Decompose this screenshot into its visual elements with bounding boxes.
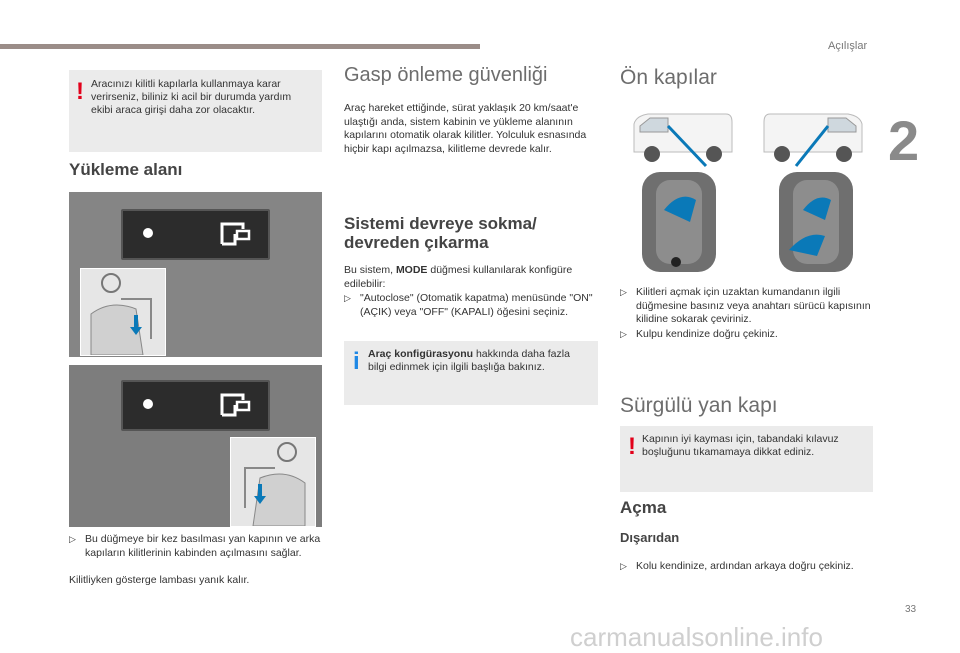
van-illustration-left (628, 108, 738, 170)
triangle-bullet-icon: ▷ (620, 329, 627, 339)
list-item (620, 560, 876, 574)
bullet-text: Kilitleri açmak için uzaktan kumandanın ilgili düğmesine basınız veya anahtarı sürücü kapısının kilidine sokarak çeviriniz. (636, 286, 871, 325)
header-bar (0, 44, 480, 49)
mode-text-bold: MODE (395, 264, 428, 276)
indicator-lamp-icon (143, 228, 153, 238)
warning-box (69, 70, 322, 152)
triangle-bullet-icon: ▷ (620, 287, 627, 297)
cab-inset-1 (80, 268, 166, 356)
loading-area-photo-2 (69, 365, 322, 527)
note-text: Kilitliyken gösterge lambası yanık kalır. (69, 574, 250, 586)
info-text-bold: Araç konfigürasyonu (368, 348, 474, 360)
lock-button-panel (121, 209, 270, 260)
bullet-text: "Autoclose" (Otomatik kapatma) menüsünde "ON" (AÇIK) veya "OFF" (KAPALI) öğesini seçiniz. (360, 292, 593, 318)
warning-text: Aracınızı kilitli kapılarla kullanmaya karar verirseniz, biliniz ki acil bir durumda yardım ekibi araca girişi daha zor olacaktır. (91, 78, 292, 116)
subsection-title-line2: devreden çıkarma (344, 233, 489, 252)
door-unlock-icon (219, 220, 253, 248)
section-title-front-doors: Ön kapılar (620, 66, 717, 89)
exclamation-icon: ! (628, 433, 636, 460)
section-title-sliding-door: Sürgülü yan kapı (620, 394, 778, 417)
warning-text: Kapının iyi kayması için, tabandaki kılavuz boşluğunu tıkamamaya dikkat ediniz. (642, 433, 839, 458)
info-box (344, 341, 598, 405)
triangle-bullet-icon: ▷ (620, 561, 627, 571)
door-unlock-icon (219, 391, 253, 419)
subsection-title-outside: Dışarıdan (620, 530, 680, 545)
list-item (620, 286, 876, 327)
bullet-text: Kulpu kendinize doğru çekiniz. (636, 328, 778, 340)
triangle-bullet-icon: ▷ (344, 293, 351, 303)
triangle-bullet-icon: ▷ (69, 534, 76, 544)
section-title-loading-area: Yükleme alanı (69, 160, 183, 179)
mode-paragraph (344, 264, 598, 291)
subsection-title-open: Açma (620, 498, 667, 517)
mode-text-pre: Bu sistem, (344, 264, 396, 276)
page-number: 33 (905, 604, 917, 615)
chapter-number: 2 (888, 109, 920, 172)
subsection-title (344, 214, 537, 252)
intro-text: Araç hareket ettiğinde, sürat yaklaşık 20 km/saat'e ulaştığı anda, sistem kabinin ve yükleme alanının kapılarını otomatik olarak kilitler. Yolculuk esnasında hiçbir kapı açılmazsa, kilitleme devrede kalır. (344, 102, 587, 155)
door-handle-illustration-right (777, 170, 855, 274)
bullet-text: Kolu kendinize, ardından arkaya doğru çekiniz. (636, 560, 854, 572)
loading-area-photo-1 (69, 192, 322, 357)
mode-text-post: düğmesi kullanılarak konfigüre edilebilir: (344, 264, 573, 290)
info-text-rest: hakkında daha fazla bilgi edinmek için ilgili başlığa bakınız. (368, 348, 570, 373)
watermark: carmanualsonline.info (570, 622, 823, 652)
info-text (368, 348, 588, 374)
van-illustration-right (758, 108, 868, 170)
warning-box (620, 426, 873, 492)
door-handle-illustration-left (640, 170, 718, 274)
cab-inset-2 (230, 437, 316, 527)
exclamation-icon: ! (76, 78, 84, 105)
section-header: Açılışlar (828, 40, 868, 52)
section-title-anti-theft: Gasp önleme güvenliği (344, 64, 548, 86)
lock-button-panel (121, 380, 270, 431)
subsection-title-line1: Sistemi devreye sokma/ (344, 214, 537, 233)
indicator-lamp-icon (143, 399, 153, 409)
list-item (69, 533, 331, 560)
bullet-text: Bu düğmeye bir kez basılması yan kapının ve arka kapıların kilitlerinin kabinden açılmasını sağlar. (85, 533, 321, 559)
list-item (620, 328, 876, 342)
list-item (344, 292, 600, 319)
info-icon: i (353, 348, 360, 375)
